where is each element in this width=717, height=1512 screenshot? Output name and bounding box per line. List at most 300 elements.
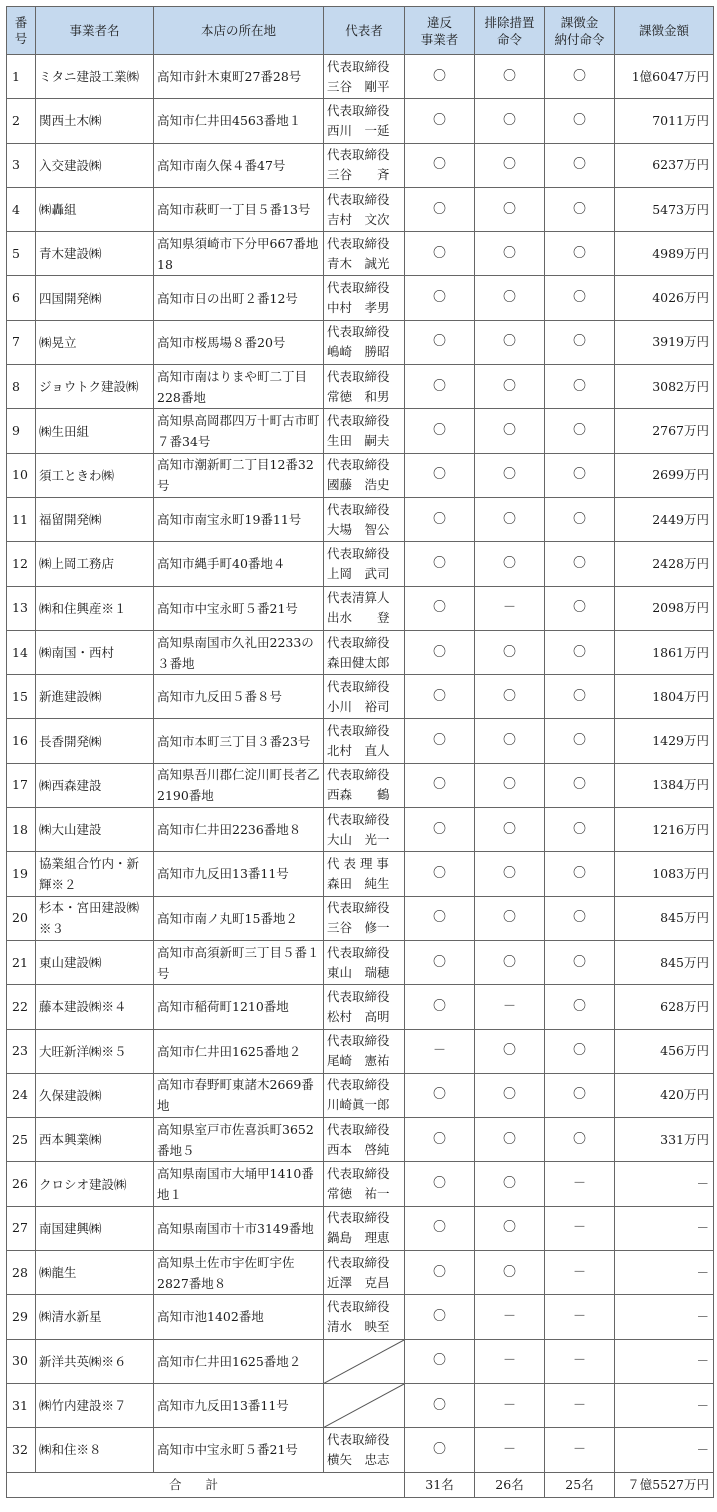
- cell-company-name: 関西土木㈱: [36, 99, 154, 143]
- cell-violation: 〇: [405, 630, 475, 674]
- cell-address: 高知市中宝永町５番21号: [154, 1428, 324, 1472]
- cell-address: 高知市九反田13番11号: [154, 852, 324, 896]
- table-row: [7, 719, 714, 763]
- cell-surcharge-order: 〇: [545, 276, 615, 320]
- header-surcharge-order: 課徴金 納付命令: [545, 7, 615, 55]
- table-row: [7, 1251, 714, 1295]
- cell-violation: 〇: [405, 55, 475, 99]
- cell-amount: 1億6047万円: [615, 55, 714, 99]
- cell-amount: 628万円: [615, 985, 714, 1029]
- cell-exclusion: 〇: [475, 409, 545, 453]
- table-row: [7, 1162, 714, 1206]
- cell-no: 20: [7, 896, 36, 940]
- cell-no: 15: [7, 675, 36, 719]
- cell-no: 7: [7, 320, 36, 364]
- cell-exclusion: 〇: [475, 497, 545, 541]
- cell-amount: 3082万円: [615, 365, 714, 409]
- cell-company-name: ミタニ建設工業㈱: [36, 55, 154, 99]
- cell-exclusion: 〇: [475, 1206, 545, 1250]
- cell-violation: 〇: [405, 453, 475, 497]
- cell-exclusion: －: [475, 1295, 545, 1339]
- cell-representative: 代表取締役 青木 誠光: [324, 232, 405, 276]
- cell-company-name: 大旺新洋㈱※５: [36, 1029, 154, 1073]
- cell-company-name: 新洋共英㈱※６: [36, 1339, 154, 1383]
- table-row: [7, 409, 714, 453]
- cell-violation: 〇: [405, 276, 475, 320]
- cell-company-name: 南国建興㈱: [36, 1206, 154, 1250]
- cell-exclusion: －: [475, 1428, 545, 1472]
- diagonal-slash: [324, 1384, 404, 1427]
- cell-violation: 〇: [405, 1251, 475, 1295]
- cell-no: 30: [7, 1339, 36, 1383]
- cell-exclusion: 〇: [475, 276, 545, 320]
- totals-label: 合計: [7, 1472, 405, 1497]
- cell-representative: 代表取締役 横矢 忠志: [324, 1428, 405, 1472]
- enforcement-table: [6, 6, 714, 1498]
- cell-address: 高知市南久保４番47号: [154, 143, 324, 187]
- cell-representative: 代表取締役 西川 一延: [324, 99, 405, 143]
- cell-exclusion: 〇: [475, 1118, 545, 1162]
- cell-surcharge-order: 〇: [545, 542, 615, 586]
- cell-address: 高知市仁井田1625番地２: [154, 1339, 324, 1383]
- cell-address: 高知県吾川郡仁淀川町長者乙2190番地: [154, 763, 324, 807]
- cell-no: 8: [7, 365, 36, 409]
- cell-violation: 〇: [405, 1162, 475, 1206]
- table-row: [7, 320, 714, 364]
- diagonal-slash: [324, 1340, 404, 1383]
- cell-surcharge-order: 〇: [545, 940, 615, 984]
- cell-exclusion: －: [475, 1339, 545, 1383]
- cell-address: 高知市春野町東諸木2669番地: [154, 1073, 324, 1117]
- header-row: [7, 7, 714, 55]
- cell-exclusion: 〇: [475, 55, 545, 99]
- cell-representative: [324, 1383, 405, 1427]
- cell-address: 高知市中宝永町５番21号: [154, 586, 324, 630]
- cell-address: 高知市仁井田1625番地２: [154, 1029, 324, 1073]
- cell-surcharge-order: 〇: [545, 763, 615, 807]
- cell-address: 高知県南国市大埇甲1410番地１: [154, 1162, 324, 1206]
- cell-exclusion: 〇: [475, 1029, 545, 1073]
- cell-no: 19: [7, 852, 36, 896]
- cell-no: 22: [7, 985, 36, 1029]
- cell-no: 21: [7, 940, 36, 984]
- cell-address: 高知市縄手町40番地４: [154, 542, 324, 586]
- table-row: [7, 55, 714, 99]
- cell-representative: 代表取締役 小川 裕司: [324, 675, 405, 719]
- cell-amount: 1083万円: [615, 852, 714, 896]
- cell-exclusion: 〇: [475, 143, 545, 187]
- cell-exclusion: 〇: [475, 232, 545, 276]
- cell-address: 高知市萩町一丁目５番13号: [154, 187, 324, 231]
- cell-exclusion: 〇: [475, 365, 545, 409]
- totals-row: [7, 1472, 714, 1497]
- cell-violation: 〇: [405, 1339, 475, 1383]
- cell-company-name: ㈱大山建設: [36, 808, 154, 852]
- cell-violation: 〇: [405, 852, 475, 896]
- cell-no: 14: [7, 630, 36, 674]
- cell-no: 12: [7, 542, 36, 586]
- cell-address: 高知県土佐市宇佐町宇佐2827番地８: [154, 1251, 324, 1295]
- cell-no: 25: [7, 1118, 36, 1162]
- table-row: [7, 453, 714, 497]
- cell-amount: －: [615, 1295, 714, 1339]
- cell-representative: 代 表 理 事 森田 純生: [324, 852, 405, 896]
- cell-representative: 代表取締役 松村 高明: [324, 985, 405, 1029]
- cell-address: 高知県南国市十市3149番地: [154, 1206, 324, 1250]
- cell-exclusion: 〇: [475, 763, 545, 807]
- cell-surcharge-order: 〇: [545, 365, 615, 409]
- cell-amount: 1861万円: [615, 630, 714, 674]
- cell-exclusion: 〇: [475, 896, 545, 940]
- table-row: [7, 276, 714, 320]
- cell-violation: 〇: [405, 1428, 475, 1472]
- cell-no: 6: [7, 276, 36, 320]
- cell-violation: 〇: [405, 497, 475, 541]
- cell-violation: 〇: [405, 1073, 475, 1117]
- cell-address: 高知市高須新町三丁目５番１号: [154, 940, 324, 984]
- table-row: [7, 542, 714, 586]
- totals-amount: ７億5527万円: [615, 1472, 714, 1497]
- cell-amount: －: [615, 1339, 714, 1383]
- cell-address: 高知市南ノ丸町15番地２: [154, 896, 324, 940]
- cell-violation: 〇: [405, 1383, 475, 1427]
- cell-amount: 2699万円: [615, 453, 714, 497]
- cell-representative: 代表取締役 清水 映至: [324, 1295, 405, 1339]
- cell-exclusion: 〇: [475, 1251, 545, 1295]
- cell-representative: 代表取締役 西本 啓純: [324, 1118, 405, 1162]
- cell-amount: 4026万円: [615, 276, 714, 320]
- cell-violation: 〇: [405, 232, 475, 276]
- cell-address: 高知市南宝永町19番11号: [154, 497, 324, 541]
- cell-representative: 代表取締役 尾崎 憲祐: [324, 1029, 405, 1073]
- cell-company-name: 新進建設㈱: [36, 675, 154, 719]
- cell-address: 高知市仁井田2236番地８: [154, 808, 324, 852]
- cell-company-name: 四国開発㈱: [36, 276, 154, 320]
- table-row: [7, 1073, 714, 1117]
- cell-violation: 〇: [405, 409, 475, 453]
- cell-violation: 〇: [405, 1295, 475, 1339]
- cell-violation: 〇: [405, 187, 475, 231]
- table-row: [7, 143, 714, 187]
- cell-company-name: ㈱竹内建設※７: [36, 1383, 154, 1427]
- cell-representative: 代表取締役 常徳 祐一: [324, 1162, 405, 1206]
- cell-exclusion: 〇: [475, 1162, 545, 1206]
- cell-surcharge-order: 〇: [545, 852, 615, 896]
- cell-surcharge-order: 〇: [545, 630, 615, 674]
- cell-representative: 代表取締役 嶋崎 勝昭: [324, 320, 405, 364]
- cell-amount: 6237万円: [615, 143, 714, 187]
- cell-no: 10: [7, 453, 36, 497]
- cell-surcharge-order: 〇: [545, 453, 615, 497]
- cell-company-name: ㈱清水新星: [36, 1295, 154, 1339]
- cell-address: 高知県室戸市佐喜浜町3652番地５: [154, 1118, 324, 1162]
- totals-violation: 31名: [405, 1472, 475, 1497]
- cell-surcharge-order: 〇: [545, 1118, 615, 1162]
- cell-address: 高知市池1402番地: [154, 1295, 324, 1339]
- cell-exclusion: －: [475, 586, 545, 630]
- cell-address: 高知市南はりまや町二丁目228番地: [154, 365, 324, 409]
- cell-representative: 代表取締役 三谷 修一: [324, 896, 405, 940]
- cell-address: 高知市桜馬場８番20号: [154, 320, 324, 364]
- cell-violation: 〇: [405, 896, 475, 940]
- cell-representative: 代表取締役 三谷 斉: [324, 143, 405, 187]
- table-row: [7, 630, 714, 674]
- cell-no: 31: [7, 1383, 36, 1427]
- cell-no: 29: [7, 1295, 36, 1339]
- header-address: 本店の所在地: [154, 7, 324, 55]
- cell-company-name: 東山建設㈱: [36, 940, 154, 984]
- cell-exclusion: 〇: [475, 719, 545, 763]
- cell-amount: －: [615, 1383, 714, 1427]
- cell-amount: 2098万円: [615, 586, 714, 630]
- cell-exclusion: 〇: [475, 187, 545, 231]
- table-row: [7, 99, 714, 143]
- cell-address: 高知市日の出町２番12号: [154, 276, 324, 320]
- cell-surcharge-order: 〇: [545, 719, 615, 763]
- cell-representative: 代表取締役 三谷 剛平: [324, 55, 405, 99]
- cell-violation: 〇: [405, 763, 475, 807]
- cell-representative: 代表取締役 近澤 克昌: [324, 1251, 405, 1295]
- cell-no: 5: [7, 232, 36, 276]
- table-row: [7, 896, 714, 940]
- cell-representative: 代表取締役 中村 孝男: [324, 276, 405, 320]
- cell-exclusion: 〇: [475, 542, 545, 586]
- table-row: [7, 808, 714, 852]
- cell-company-name: ㈱轟組: [36, 187, 154, 231]
- cell-surcharge-order: 〇: [545, 1073, 615, 1117]
- cell-surcharge-order: 〇: [545, 409, 615, 453]
- cell-representative: [324, 1339, 405, 1383]
- cell-amount: －: [615, 1162, 714, 1206]
- cell-company-name: クロシオ建設㈱: [36, 1162, 154, 1206]
- cell-surcharge-order: 〇: [545, 896, 615, 940]
- cell-address: 高知県須崎市下分甲667番地18: [154, 232, 324, 276]
- cell-address: 高知市針木東町27番28号: [154, 55, 324, 99]
- cell-representative: 代表取締役 西森 鶴: [324, 763, 405, 807]
- cell-representative: 代表取締役 川崎眞一郎: [324, 1073, 405, 1117]
- cell-no: 32: [7, 1428, 36, 1472]
- cell-representative: 代表清算人 出水 登: [324, 586, 405, 630]
- cell-amount: 845万円: [615, 940, 714, 984]
- table-row: [7, 940, 714, 984]
- table-row: [7, 763, 714, 807]
- cell-amount: 3919万円: [615, 320, 714, 364]
- cell-no: 27: [7, 1206, 36, 1250]
- cell-amount: 2428万円: [615, 542, 714, 586]
- cell-representative: 代表取締役 常徳 和男: [324, 365, 405, 409]
- cell-no: 2: [7, 99, 36, 143]
- cell-violation: 〇: [405, 365, 475, 409]
- table-row: [7, 497, 714, 541]
- cell-violation: 〇: [405, 542, 475, 586]
- cell-address: 高知市稲荷町1210番地: [154, 985, 324, 1029]
- cell-surcharge-order: 〇: [545, 808, 615, 852]
- cell-surcharge-order: 〇: [545, 232, 615, 276]
- cell-surcharge-order: 〇: [545, 143, 615, 187]
- cell-violation: 〇: [405, 719, 475, 763]
- table-row: [7, 232, 714, 276]
- cell-violation: 〇: [405, 143, 475, 187]
- cell-no: 4: [7, 187, 36, 231]
- cell-amount: 845万円: [615, 896, 714, 940]
- cell-surcharge-order: 〇: [545, 675, 615, 719]
- cell-exclusion: 〇: [475, 940, 545, 984]
- cell-address: 高知県高岡郡四万十町古市町７番34号: [154, 409, 324, 453]
- cell-company-name: 青木建設㈱: [36, 232, 154, 276]
- cell-no: 23: [7, 1029, 36, 1073]
- cell-address: 高知市本町三丁目３番23号: [154, 719, 324, 763]
- cell-no: 11: [7, 497, 36, 541]
- cell-company-name: ㈱上岡工務店: [36, 542, 154, 586]
- table-row: [7, 1118, 714, 1162]
- cell-company-name: 須工ときわ㈱: [36, 453, 154, 497]
- cell-representative: 代表取締役 大山 光一: [324, 808, 405, 852]
- cell-amount: 420万円: [615, 1073, 714, 1117]
- cell-surcharge-order: 〇: [545, 497, 615, 541]
- table-row: [7, 985, 714, 1029]
- cell-representative: 代表取締役 上岡 武司: [324, 542, 405, 586]
- cell-violation: 〇: [405, 808, 475, 852]
- cell-company-name: ㈱晃立: [36, 320, 154, 364]
- cell-exclusion: 〇: [475, 675, 545, 719]
- cell-surcharge-order: 〇: [545, 586, 615, 630]
- cell-surcharge-order: 〇: [545, 1029, 615, 1073]
- cell-address: 高知市仁井田4563番地１: [154, 99, 324, 143]
- table-row: [7, 1029, 714, 1073]
- cell-no: 24: [7, 1073, 36, 1117]
- cell-company-name: ㈱生田組: [36, 409, 154, 453]
- cell-violation: 〇: [405, 675, 475, 719]
- cell-no: 28: [7, 1251, 36, 1295]
- cell-company-name: ㈱西森建設: [36, 763, 154, 807]
- table-row: [7, 1383, 714, 1427]
- cell-amount: －: [615, 1206, 714, 1250]
- cell-no: 9: [7, 409, 36, 453]
- cell-no: 18: [7, 808, 36, 852]
- table-row: [7, 1428, 714, 1472]
- header-no: 番号: [7, 7, 36, 55]
- totals-surcharge-order: 25名: [545, 1472, 615, 1497]
- cell-violation: 〇: [405, 940, 475, 984]
- cell-company-name: 入交建設㈱: [36, 143, 154, 187]
- cell-representative: 代表取締役 大場 智公: [324, 497, 405, 541]
- cell-surcharge-order: －: [545, 1251, 615, 1295]
- cell-company-name: 福留開発㈱: [36, 497, 154, 541]
- cell-surcharge-order: －: [545, 1162, 615, 1206]
- cell-address: 高知市九反田13番11号: [154, 1383, 324, 1427]
- cell-company-name: 協業組合竹内・新輝※２: [36, 852, 154, 896]
- cell-amount: 1216万円: [615, 808, 714, 852]
- cell-company-name: ㈱和住興産※１: [36, 586, 154, 630]
- table-row: [7, 187, 714, 231]
- cell-amount: －: [615, 1428, 714, 1472]
- cell-exclusion: －: [475, 1383, 545, 1427]
- table-row: [7, 1206, 714, 1250]
- cell-no: 26: [7, 1162, 36, 1206]
- table-row: [7, 1295, 714, 1339]
- cell-company-name: ジョウトク建設㈱: [36, 365, 154, 409]
- cell-company-name: ㈱和住※８: [36, 1428, 154, 1472]
- table-row: [7, 675, 714, 719]
- cell-exclusion: 〇: [475, 453, 545, 497]
- cell-surcharge-order: 〇: [545, 187, 615, 231]
- cell-amount: 1429万円: [615, 719, 714, 763]
- cell-representative: 代表取締役 生田 嗣夫: [324, 409, 405, 453]
- table-row: [7, 852, 714, 896]
- header-violation: 違反 事業者: [405, 7, 475, 55]
- cell-surcharge-order: －: [545, 1383, 615, 1427]
- cell-violation: 〇: [405, 320, 475, 364]
- cell-no: 17: [7, 763, 36, 807]
- cell-surcharge-order: 〇: [545, 320, 615, 364]
- cell-exclusion: 〇: [475, 630, 545, 674]
- cell-violation: 〇: [405, 99, 475, 143]
- cell-amount: 1384万円: [615, 763, 714, 807]
- cell-company-name: ㈱龍生: [36, 1251, 154, 1295]
- cell-representative: 代表取締役 鍋島 理恵: [324, 1206, 405, 1250]
- cell-violation: －: [405, 1029, 475, 1073]
- cell-company-name: 長香開発㈱: [36, 719, 154, 763]
- cell-surcharge-order: 〇: [545, 99, 615, 143]
- cell-company-name: 久保建設㈱: [36, 1073, 154, 1117]
- cell-representative: 代表取締役 北村 直人: [324, 719, 405, 763]
- cell-company-name: ㈱南国・西村: [36, 630, 154, 674]
- cell-no: 1: [7, 55, 36, 99]
- cell-address: 高知県南国市久礼田2233の３番地: [154, 630, 324, 674]
- cell-surcharge-order: 〇: [545, 985, 615, 1029]
- cell-company-name: 西本興業㈱: [36, 1118, 154, 1162]
- cell-representative: 代表取締役 東山 瑞穂: [324, 940, 405, 984]
- cell-violation: 〇: [405, 1118, 475, 1162]
- cell-amount: 7011万円: [615, 99, 714, 143]
- cell-representative: 代表取締役 國藤 浩史: [324, 453, 405, 497]
- cell-no: 3: [7, 143, 36, 187]
- cell-amount: 5473万円: [615, 187, 714, 231]
- cell-surcharge-order: －: [545, 1428, 615, 1472]
- header-name: 事業者名: [36, 7, 154, 55]
- cell-violation: 〇: [405, 1206, 475, 1250]
- cell-company-name: 杉本・宮田建設㈱※３: [36, 896, 154, 940]
- cell-surcharge-order: －: [545, 1339, 615, 1383]
- cell-amount: 456万円: [615, 1029, 714, 1073]
- header-representative: 代表者: [324, 7, 405, 55]
- cell-amount: －: [615, 1251, 714, 1295]
- table-row: [7, 586, 714, 630]
- cell-company-name: 藤本建設㈱※４: [36, 985, 154, 1029]
- table-row: [7, 1339, 714, 1383]
- cell-no: 13: [7, 586, 36, 630]
- totals-exclusion: 26名: [475, 1472, 545, 1497]
- table-row: [7, 365, 714, 409]
- cell-exclusion: 〇: [475, 99, 545, 143]
- cell-exclusion: －: [475, 985, 545, 1029]
- cell-surcharge-order: －: [545, 1206, 615, 1250]
- cell-address: 高知市潮新町二丁目12番32号: [154, 453, 324, 497]
- cell-exclusion: 〇: [475, 320, 545, 364]
- cell-representative: 代表取締役 森田健太郎: [324, 630, 405, 674]
- cell-exclusion: 〇: [475, 808, 545, 852]
- header-amount: 課徴金額: [615, 7, 714, 55]
- cell-violation: 〇: [405, 985, 475, 1029]
- cell-amount: 2449万円: [615, 497, 714, 541]
- cell-representative: 代表取締役 吉村 文次: [324, 187, 405, 231]
- cell-no: 16: [7, 719, 36, 763]
- cell-surcharge-order: 〇: [545, 55, 615, 99]
- cell-amount: 331万円: [615, 1118, 714, 1162]
- cell-amount: 2767万円: [615, 409, 714, 453]
- cell-surcharge-order: －: [545, 1295, 615, 1339]
- cell-amount: 4989万円: [615, 232, 714, 276]
